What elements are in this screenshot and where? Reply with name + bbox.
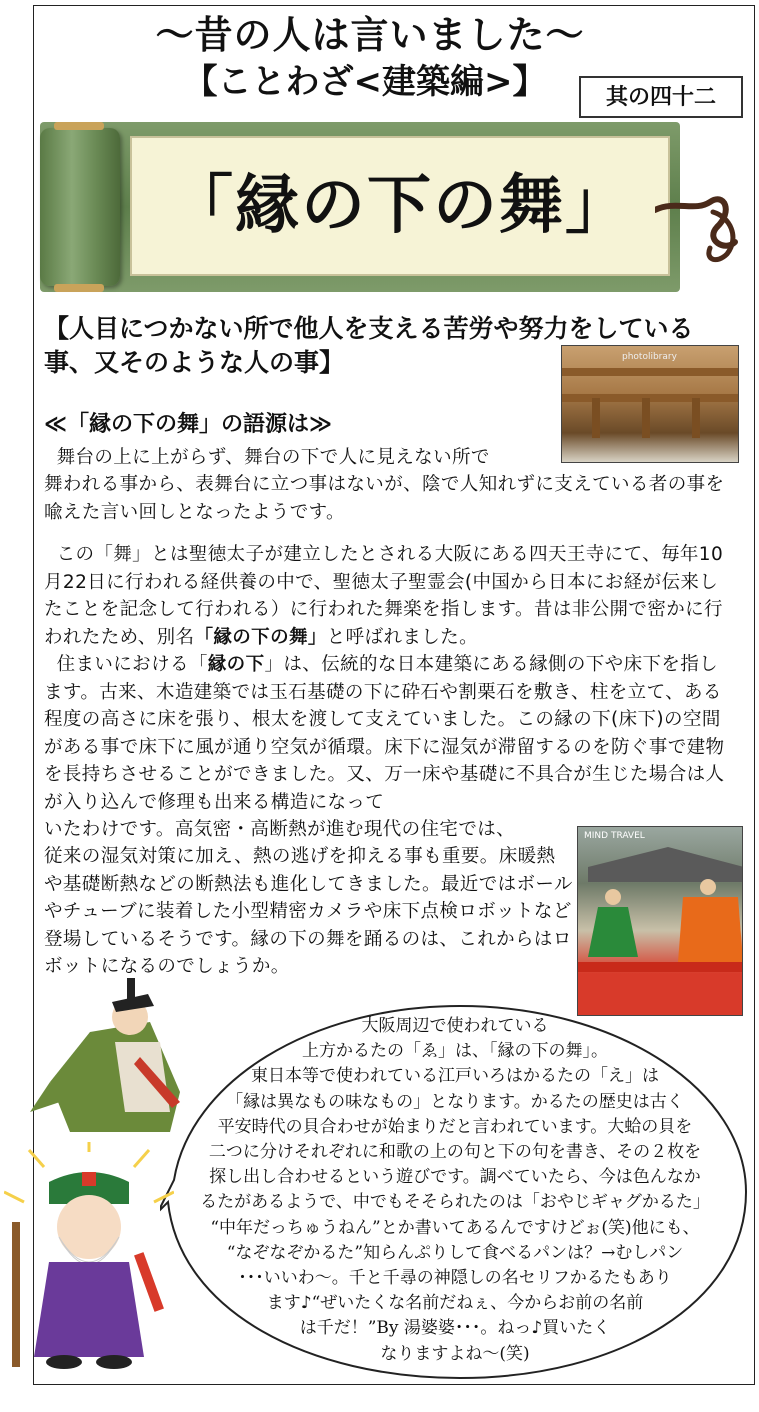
bubble-line: ･･･いいわ～。千と千尋の神隠しの名セリフかるたもあり (238, 1268, 672, 1289)
page-subtitle: 【ことわざ<建築編>】 (183, 62, 547, 102)
scroll-cord-icon (655, 182, 745, 272)
bubble-line: 二つに分けそれぞれに和歌の上の句と下の句を書き、その２枚を (208, 1142, 702, 1163)
origin-paragraph-rest: 舞われる事から、表舞台に立つ事はないが、陰で人知れずに支えている者の事を喩えた言い回しとなったようです。 (44, 474, 725, 523)
origin-paragraph-line1 (44, 444, 549, 472)
origin-p1-line1: 舞台の上に上がらず、舞台の下で人に見えない所で (56, 447, 490, 468)
photo-watermark: photolibrary (622, 352, 677, 362)
bubble-line: るたがあるようで、中でもそそられたのは「おやじギャグかるた」 (200, 1192, 710, 1213)
history-text-b: と呼ばれました。 (326, 626, 478, 648)
underfloor-photo (561, 345, 739, 463)
history-text-a: この「舞」とは聖徳太子が建立したとされる大阪にある四天王寺にて、毎年10月22日に行われる経供養の中で、聖徳太子聖霊会(中国から日本にお経が伝来したことを記念して行われる）に行われた舞楽を指します。昔は非公開で密かに行われたため、別名 (44, 544, 724, 648)
house-paragraph (44, 651, 736, 816)
modern-paragraph-line1: いたわけです。高気密・高断熱が進む現代の住宅では、 (44, 819, 516, 840)
bubble-line: は千だ！”By 湯婆婆･･･。ねっ♪買いたく (299, 1318, 611, 1339)
modern-paragraph-rest: 従来の湿気対策に加え、熱の逃げを抑える事も重要。床暖熱や基礎断熱などの断熱法も進化してきました。最近ではボールやチューブに装着した小型精密カメラや床下点検ロボットなど登場しているそうです。縁の下の舞を踊るのは、これからはロボットになるのでしょうか。 (44, 846, 573, 977)
bugaku-dance-photo (577, 826, 743, 1016)
bubble-line: 大阪周辺で使われている (361, 1016, 549, 1036)
samurai-illustration-icon (30, 972, 220, 1142)
bubble-line: “なぞなぞかるた”知らんぷりして食べるパンは？→むしパン (226, 1242, 684, 1263)
bubble-line: 「縁は異なもの味なもの」となります。かるたの歴史は古く (226, 1091, 684, 1112)
scroll-roll-cap-top (54, 122, 104, 130)
house-text-a: 住まいにおける「 (56, 654, 208, 675)
scroll-banner (40, 122, 740, 292)
house-text-bold: 縁の下 (207, 654, 265, 675)
bubble-line: 上方かるたの「ゑ」は、「縁の下の舞」。 (302, 1041, 608, 1062)
history-text-bold: 「縁の下の舞」 (194, 626, 327, 648)
photo-watermark-bottom: MIND TRAVEL (584, 831, 645, 841)
scroll-roll-cap-bottom (54, 284, 104, 292)
issue-number-badge: 其の四十二 (579, 76, 743, 118)
bubble-line: なりますよね～(笑) (380, 1343, 530, 1364)
sage-illustration-icon (4, 1142, 174, 1372)
scroll-roll (40, 128, 120, 286)
bubble-line: 平安時代の貝合わせが始まりだと言われています。大蛤の貝を (217, 1116, 693, 1137)
page-title: ～昔の人は言いました～ (155, 13, 585, 57)
history-paragraph (44, 541, 736, 651)
origin-heading: ≪「縁の下の舞」の語源は≫ (44, 412, 333, 437)
proverb-meaning: 【人目につかない所で他人を支える苦労や努力をしている事、又そのような人の事】 (44, 314, 694, 377)
bubble-line: 探し出し合わせるという遊びです。調べていたら、今は色んなか (209, 1167, 701, 1188)
bubble-line: 東日本等で使われている江戸いろはかるたの「え」は (251, 1066, 659, 1087)
bubble-line: ます♪“ぜいたくな名前だねぇ、今からお前の名前 (266, 1293, 644, 1314)
house-text-b: 」は、伝統的な日本建築にある縁側の下や床下を指します。古来、木造建築では玉石基礎の下に砕石や割栗石を敷き、柱を立て、ある程度の高さに床を張り、根太を渡して支えていました。この縁の下(床下)の空間がある事で床下に風が通り空気が循環。床下に湿気が滞留するのを防ぐ事で建物を長持ちさせることができました。又、万一床や基礎に不具合が生じた場合は人が入り込んで修理も出来る構造になって (44, 654, 725, 813)
dancers-icon (578, 827, 743, 1016)
proverb-title: 「縁の下の舞」 (169, 169, 631, 243)
bubble-text (175, 1014, 735, 1367)
bubble-line: “中年だっちゅうねん”とか書いてあるんですけどぉ(笑)他にも、 (210, 1217, 700, 1238)
